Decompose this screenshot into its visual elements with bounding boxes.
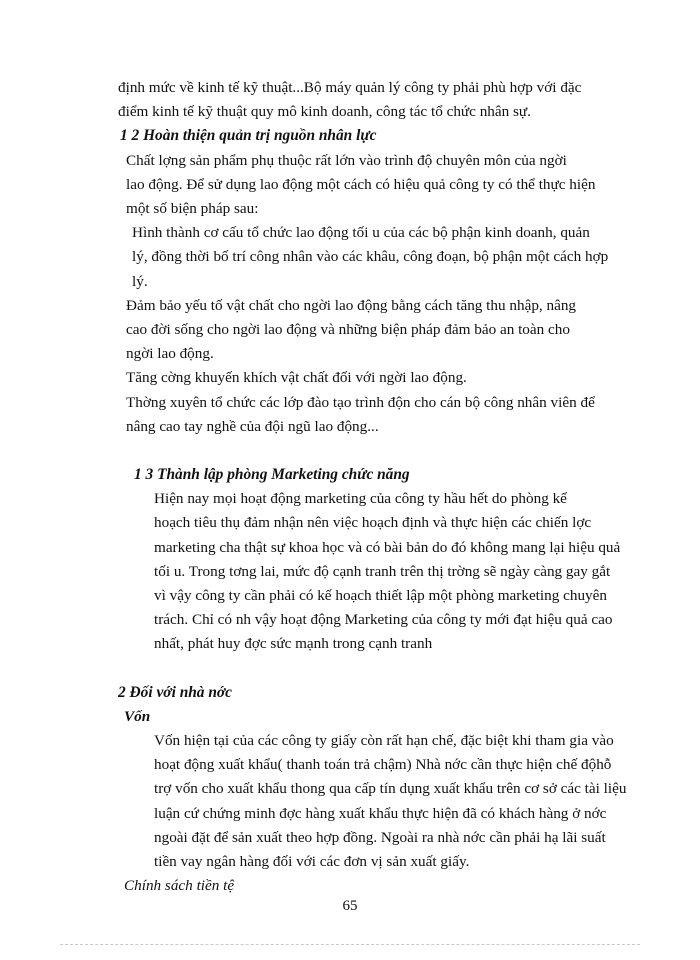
- page-number: 65: [342, 898, 358, 914]
- text-line: nhất, phát huy đợc sức mạnh trong cạnh tranh: [154, 635, 433, 653]
- paragraph-capital: [118, 729, 638, 874]
- text-line: tiền vay ngân hàng đối với các đơn vị sản xuất giấy.: [154, 853, 470, 871]
- text-line: lý, đồng thời bố trí công nhân vào các khâu, công đoạn, bộ phận một cách hợp: [132, 248, 609, 266]
- section-heading-2: 2 Đối với nhà nớc: [118, 683, 233, 701]
- text-line: hoạch tiêu thụ đảm nhận nên việc hoạch định và thực hiện các chiến lợc: [154, 514, 592, 532]
- text-line: Hiện nay mọi hoạt động marketing của công ty hầu hết do phòng kế: [154, 490, 567, 508]
- text-line: ngoài đặt để sản xuất theo hợp đồng. Ngoài ra nhà nớc cần phải hạ lãi suất: [154, 828, 606, 846]
- text-line: trợ vốn cho xuất khẩu thong qua cấp tín dụng xuất khẩu trên cơ sở các tài liệu: [154, 780, 627, 798]
- text-line: luận cứ chứng minh đợc hàng xuất khẩu thực hiện đã có khách hàng ở nớc: [154, 804, 607, 822]
- page-content: [118, 76, 638, 899]
- paragraph-training: [118, 391, 638, 439]
- text-line: ngời lao động.: [126, 345, 214, 363]
- text-line: trách. Chỉ có nh vậy hoạt động Marketing của công ty mới đạt hiệu quả cao: [154, 611, 613, 629]
- text-line: Hình thành cơ cấu tổ chức lao động tối u của các bộ phận kinh doanh, quản: [132, 224, 590, 242]
- section-heading-1-3: 1 3 Thành lập phòng Marketing chức năng: [134, 466, 410, 484]
- text-line: vì vậy công ty cần phải có kế hoạch thiết lập một phòng marketing chuyên: [154, 587, 607, 605]
- intro-paragraph: [118, 76, 638, 124]
- paragraph-structure: [118, 221, 638, 294]
- subheading-von: Vốn: [124, 707, 151, 725]
- text-line: nâng cao tay nghề của đội ngũ lao động...: [126, 417, 379, 435]
- text-line: lao động. Để sử dụng lao động một cách có hiệu quả công ty có thể thực hiện: [126, 175, 596, 193]
- text-line: cao đời sống cho ngời lao động và những biện pháp đảm bảo an toàn cho: [126, 321, 570, 339]
- text-line: Đảm bảo yếu tố vật chất cho ngời lao động bằng cách tăng thu nhập, nâng: [126, 296, 577, 314]
- paragraph-incentives: [118, 366, 638, 390]
- text-line: tối u. Trong tơng lai, mức độ cạnh tranh trên thị trờng sẽ ngày càng gay gắt: [154, 562, 611, 580]
- text-line: lý.: [132, 272, 148, 290]
- text-line: Vốn hiện tại của các công ty giấy còn rất hạn chế, đặc biệt khi tham gia vào: [154, 732, 614, 750]
- section-heading-1-2: 1 2 Hoàn thiện quản trị nguồn nhân lực: [120, 127, 377, 145]
- text-line: Thờng xuyên tổ chức các lớp đào tạo trình độn cho cán bộ công nhân viên để: [126, 393, 595, 411]
- paragraph-material-factor: [118, 294, 638, 367]
- text-line: điểm kinh tế kỹ thuật quy mô kinh doanh, công tác tổ chức nhân sự.: [118, 103, 531, 121]
- text-line: Chất lợng sản phẩm phụ thuộc rất lớn vào trình độ chuyên môn của ngời: [126, 151, 567, 169]
- page-bottom-divider: [60, 944, 640, 945]
- text-line: hoạt động xuất khẩu( thanh toán trả chậm) Nhà nớc cần thực hiện chế độhỗ: [154, 756, 612, 774]
- text-line: một số biện pháp sau:: [126, 200, 259, 218]
- text-line: Tăng cờng khuyến khích vật chất đối với ngời lao động.: [126, 369, 467, 387]
- paragraph-marketing: [118, 487, 638, 656]
- subheading-monetary-policy: Chính sách tiền tệ: [124, 877, 235, 895]
- spacer: [118, 657, 638, 681]
- text-line: định mức về kinh tế kỹ thuật...Bộ máy quản lý công ty phải phù hợp với đặc: [118, 79, 582, 96]
- paragraph-labor-quality: [118, 149, 638, 222]
- text-line: marketing cha thật sự khoa học và có bài bản do đó không mang lại hiệu quả: [154, 538, 621, 556]
- spacer: [118, 439, 638, 463]
